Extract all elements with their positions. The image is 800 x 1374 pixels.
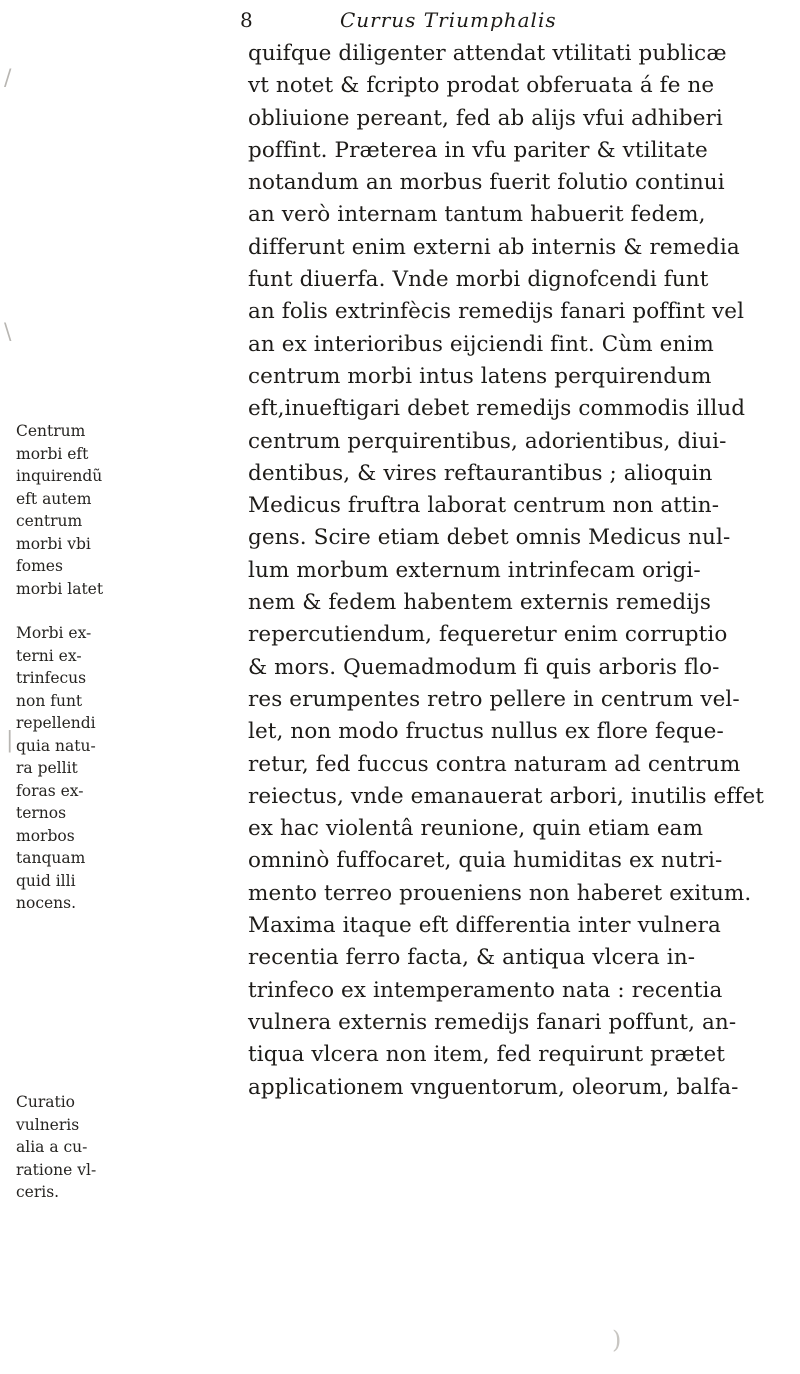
marginal-note-line: ratione vl-: [16, 1160, 97, 1179]
text-line: trinfeco ex intemperamento nata : recentia: [248, 977, 723, 1003]
marginal-note-line: ternos: [16, 804, 67, 822]
text-line: applicationem vnguentorum, oleorum, balfa-: [248, 1074, 739, 1100]
marginal-note-line: tanquam: [16, 849, 86, 867]
text-line: lum morbum externum intrinfecam origi-: [248, 557, 701, 583]
marginal-note-line: Centrum: [16, 422, 86, 440]
text-line: omninò fuffocaret, quia humiditas ex nutri-: [248, 848, 723, 874]
text-line: tiqua vlcera non item, fed requirunt prætet: [248, 1042, 726, 1068]
text-line: let, non modo fructus nullus ex flore feque-: [248, 719, 724, 745]
text-line: vulnera externis remedijs fanari poffunt, an-: [248, 1009, 737, 1035]
text-line: an verò internam tantum habuerit fedem,: [248, 202, 706, 228]
running-title: Currus Triumphalis: [340, 8, 557, 32]
marginal-note-line: eft autem: [16, 489, 92, 508]
text-line: centrum perquirentibus, adorientibus, diui-: [248, 428, 727, 454]
marginal-note-line: fomes: [16, 557, 63, 575]
text-line: & mors. Quemadmodum fi quis arboris flo-: [248, 654, 720, 680]
main-text-block: [248, 38, 768, 1104]
marginal-note-centrum: [16, 420, 241, 600]
marginal-note-line: repellendi: [16, 714, 96, 732]
text-line: recentia ferro facta, & antiqua vlcera in-: [248, 945, 696, 971]
marginal-note-line: centrum: [16, 512, 83, 530]
marginal-note-line: ceris.: [16, 1183, 60, 1201]
marginal-note-line: Morbi ex-: [16, 624, 92, 642]
text-line: obliuione pereant, fed ab alijs vfui adhiberi: [248, 105, 723, 131]
text-line: Maxima itaque eft differentia inter vulnera: [248, 913, 721, 939]
bleed-mark: \: [4, 320, 12, 345]
marginal-note-line: morbi latet: [16, 579, 104, 598]
text-line: dentibus, & vires reftaurantibus ; alioquin: [248, 460, 713, 486]
text-line: an ex interioribus eijciendi fint. Cùm enim: [248, 331, 714, 357]
text-line: mento terreo proueniens non haberet exitum.: [248, 880, 752, 906]
marginal-note-line: vulneris: [16, 1115, 80, 1134]
text-line: reiectus, vnde emanauerat arbori, inutilis effet: [248, 783, 765, 809]
marginal-note-line: trinfecus: [16, 669, 87, 687]
text-line: differunt enim externi ab internis & remedia: [248, 234, 740, 260]
running-header: [240, 8, 710, 38]
text-line: an folis extrinfècis remedijs fanari poffint vel: [248, 299, 745, 325]
text-line: retur, fed fuccus contra naturam ad centrum: [248, 751, 741, 777]
text-line: quifque diligenter attendat vtilitati publicæ: [248, 41, 727, 66]
text-line: nem & fedem habentem externis remedijs: [248, 590, 712, 616]
bleed-mark: |: [6, 728, 14, 753]
text-line: gens. Scire etiam debet omnis Medicus nul-: [248, 525, 731, 551]
text-line: Medicus fruftra laborat centrum non attin-: [248, 493, 720, 519]
page-number: 8: [240, 8, 253, 32]
marginal-note-line: morbi eft: [16, 444, 89, 463]
text-line: res erumpentes retro pellere in centrum vel-: [248, 686, 740, 712]
marginal-note-line: terni ex-: [16, 646, 82, 665]
text-line: eft,inueftigari debet remedijs commodis illud: [248, 396, 746, 422]
bleed-mark: ): [612, 1326, 622, 1354]
text-line: funt diuerfa. Vnde morbi dignofcendi funt: [248, 267, 709, 293]
marginal-note-morbi-externi: [16, 622, 241, 915]
text-line: notandum an morbus fuerit folutio continui: [248, 170, 725, 196]
marginal-note-line: foras ex-: [16, 781, 84, 800]
marginal-note-line: inquirendũ: [16, 467, 103, 485]
marginal-note-line: nocens.: [16, 894, 77, 912]
bleed-mark: /: [4, 66, 12, 91]
text-line: centrum morbi intus latens perquirendum: [248, 363, 712, 389]
marginal-note-line: non funt: [16, 691, 83, 710]
marginal-note-line: morbi vbi: [16, 534, 91, 553]
marginal-note-line: alia a cu-: [16, 1138, 88, 1156]
text-line: ex hac violentâ reunione, quin etiam eam: [248, 816, 704, 842]
marginal-note-line: Curatio: [16, 1093, 76, 1111]
marginal-note-line: morbos: [16, 826, 75, 845]
marginal-note-line: quia natu-: [16, 736, 96, 755]
text-line: poffint. Præterea in vfu pariter & vtilitate: [248, 137, 708, 163]
marginal-note-line: ra pellit: [16, 759, 78, 777]
marginal-note-curatio: [16, 1091, 241, 1204]
marginal-note-line: quid illi: [16, 871, 76, 890]
text-line: repercutiendum, fequeretur enim corruptio: [248, 622, 728, 648]
text-line: vt notet & fcripto prodat obferuata á fe ne: [248, 73, 715, 99]
